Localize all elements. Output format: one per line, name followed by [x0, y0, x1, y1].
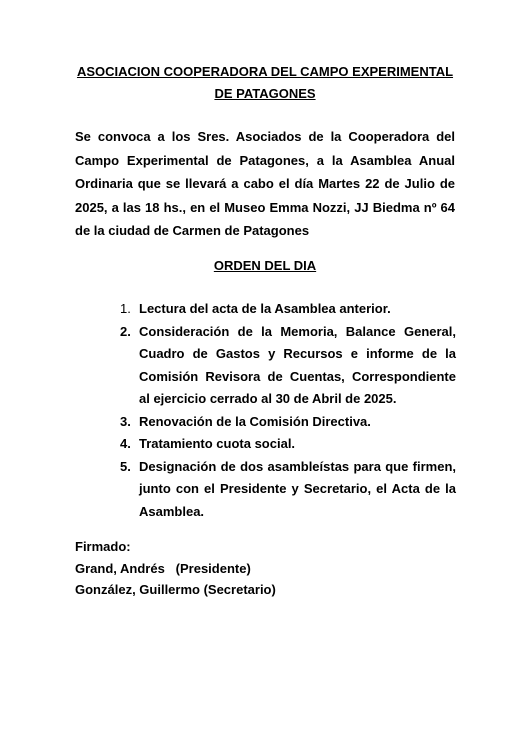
agenda-item-text: Lectura del acta de la Asamblea anterior.	[139, 301, 391, 316]
document-title-line-1: ASOCIACION COOPERADORA DEL CAMPO EXPERIMENTAL	[76, 64, 454, 79]
agenda-item-number: 1.	[120, 301, 131, 316]
firmado-label: Firmado:	[75, 539, 131, 554]
agenda-item-text: Designación de dos asambleístas para que firmen, junto con el Presidente y Secretario, el Acta de la Asamblea.	[139, 458, 456, 519]
agenda-list	[110, 298, 456, 523]
signatory-secretary: González, Guillermo (Secretario)	[75, 582, 276, 597]
agenda-item-3	[110, 411, 456, 434]
agenda-item-number: 3.	[120, 413, 131, 429]
agenda-item-1	[110, 298, 456, 321]
agenda-item-2	[110, 321, 456, 411]
agenda-item-number: 4.	[120, 436, 131, 451]
signature-block	[75, 536, 276, 601]
agenda-item-4	[110, 433, 456, 456]
convocatoria-paragraph: Se convoca a los Sres. Asociados de la Cooperadora del Campo Experimental de Patagones, a la Asamblea Anual Ordinaria que se llevará a cabo el día Martes 22 de Julio de 2025, a las 18 hs., en el Museo Emma Nozzi, JJ Biedma nº 64 de la ciudad de Carmen de Patagones	[75, 129, 455, 238]
signatory-president: Grand, Andrés (Presidente)	[75, 560, 251, 576]
agenda-item-5	[110, 456, 456, 524]
document-title-line-2: DE PATAGONES	[214, 86, 316, 101]
agenda-item-text: Tratamiento cuota social.	[139, 436, 296, 451]
orden-del-dia-heading: ORDEN DEL DIA	[213, 258, 317, 273]
agenda-item-number: 2.	[120, 323, 131, 339]
agenda-item-text: Consideración de la Memoria, Balance General, Cuadro de Gastos y Recursos e informe de la Comisión Revisora de Cuentas, Correspondiente al ejercicio cerrado al 30 de Abril de 2025.	[139, 323, 456, 406]
agenda-item-text: Renovación de la Comisión Directiva.	[139, 413, 371, 429]
agenda-item-number: 5.	[120, 458, 131, 474]
